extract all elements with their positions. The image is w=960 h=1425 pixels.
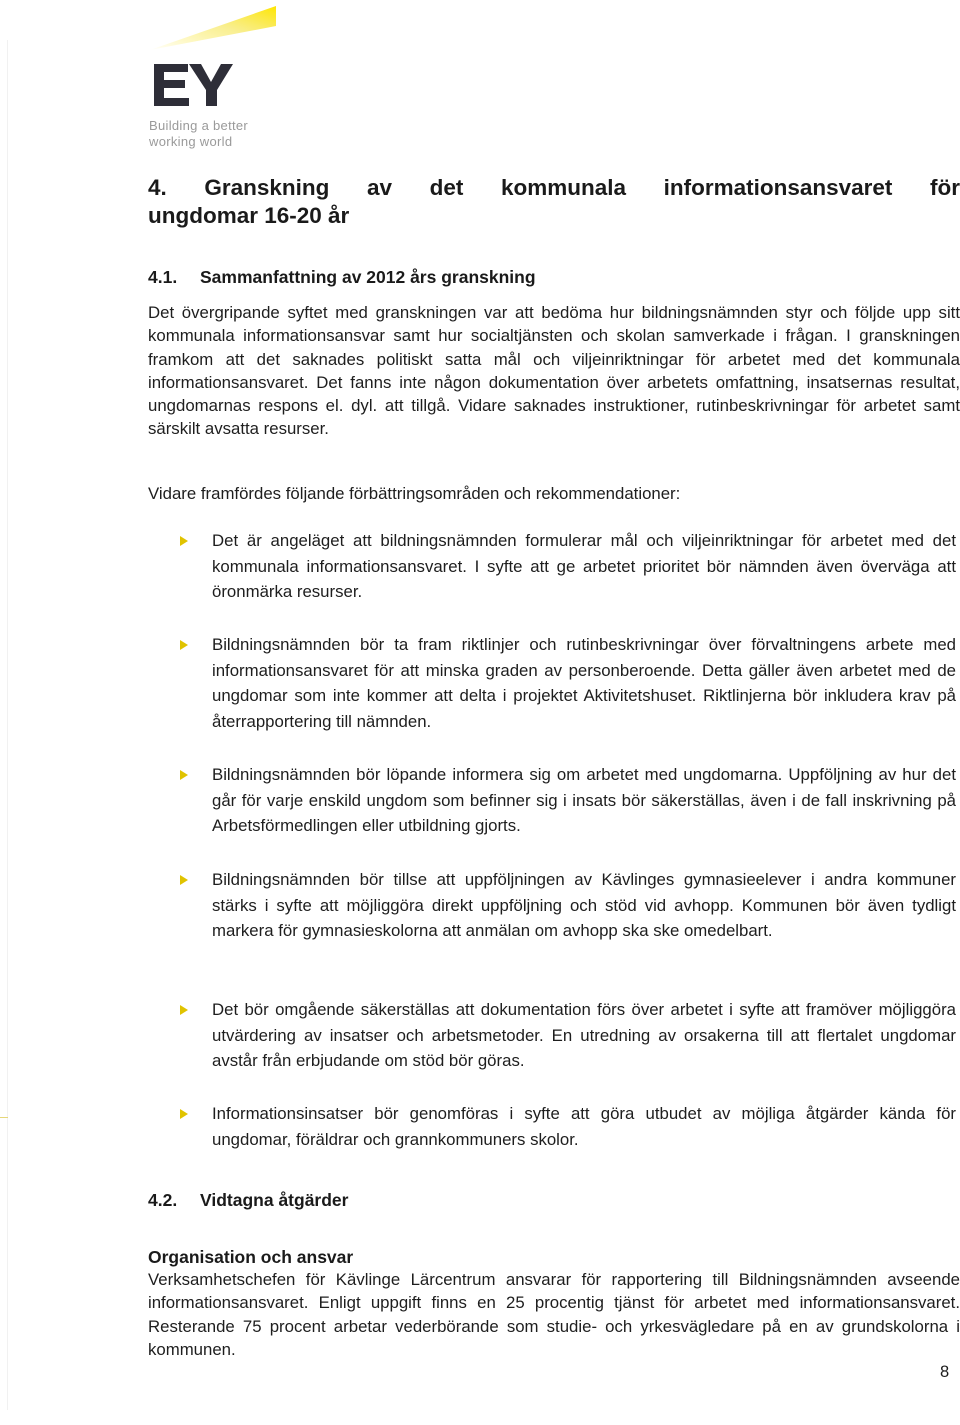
ey-logo: [148, 6, 288, 156]
tagline-line2: working world: [149, 134, 233, 149]
bullet-item: Bildningsnämnden bör tillse att uppföljningen av Kävlinges gymnasieelever i andra kommuner stärks i syfte att möjliggöra direkt uppföljning och stöd vid avhopp. Kommunen bör även tydligt markera för gymnasieskolorna att anmälan om avhopp ska ske omedelbart.: [212, 870, 956, 940]
ey-tagline: [149, 118, 248, 150]
section-heading-4-2: [148, 1189, 348, 1211]
bullet-arrow-icon: [180, 640, 188, 650]
subheading: Organisation och ansvar: [148, 1247, 354, 1267]
bullet-item: Det är angeläget att bildningsnämnden formulerar mål och viljeinriktningar för arbetet med det kommunala informationsansvaret. I syfte att ge arbetet prioritet bör nämnden även överväga att öronmärka resurser.: [212, 531, 956, 601]
section-number: 4.2.: [148, 1190, 178, 1210]
chapter-heading-line1: 4. Granskning av det kommunala informationsansvaret för: [148, 175, 960, 200]
recommendations-intro: Vidare framfördes följande förbättringsområden och rekommendationer:: [148, 484, 681, 503]
bullet-arrow-icon: [180, 536, 188, 546]
bullet-item: Det bör omgående säkerställas att dokumentation förs över arbetet i syfte att framöver möjliggöra utvärdering av insatser och arbetsmetoder. En utredning av orsakerna till att flertalet ungdomar avstår från erbjudande om stöd bör göras.: [212, 1000, 956, 1070]
bullet-item: Bildningsnämnden bör ta fram riktlinjer och rutinbeskrivningar över förvaltningens arbete med informationsansvaret för att minska graden av personberoende. Detta gäller även arbetet med de ungdomar som inte kommer att delta i projektet Aktivitetshuset. Riktlinjerna bör inkludera krav på återrapportering till nämnden.: [212, 635, 956, 731]
chapter-heading-line2: ungdomar 16-20 år: [148, 203, 350, 228]
margin-mark: [0, 1117, 8, 1118]
tagline-line1: Building a better: [149, 118, 249, 133]
page-number: 8: [940, 1363, 950, 1381]
bullet-arrow-icon: [180, 1005, 188, 1015]
bullet-arrow-icon: [180, 1109, 188, 1119]
margin-rule: [7, 40, 8, 1410]
section-title: Vidtagna åtgärder: [200, 1190, 349, 1210]
section-heading-4-1: [148, 266, 536, 288]
bullet-item: Informationsinsatser bör genomföras i syfte att göra utbudet av möjliga åtgärder kända för ungdomar, föräldrar och grannkommuners skolor.: [212, 1104, 956, 1149]
section-title: Sammanfattning av 2012 års granskning: [200, 267, 536, 287]
bullet-item: Bildningsnämnden bör löpande informera sig om arbetet med ungdomarna. Uppföljning av hur det går för varje enskild ungdom som befinner sig i insats bör säkerställas, även i de fall inskrivning på Arbetsförmedlingen eller utbildning gjorts.: [212, 765, 956, 835]
bullet-arrow-icon: [180, 770, 188, 780]
summary-paragraph: Det övergripande syftet med granskningen var att bedöma hur bildningsnämnden styr och följde upp sitt kommunala informationsansvar samt hur socialtjänsten och skolan samverkade i frågan. I granskningen framkom att det saknades politiskt satta mål och viljeinriktningar för arbetet med det kommunala informationsansvaret. Det fanns inte någon dokumentation över arbetets omfattning, insatsernas resultat, ungdomarnas respons el. dyl. att tillgå. Vidare saknades instruktioner, rutinbeskrivningar för arbetet samt särskilt avsatta resurser.: [148, 303, 960, 439]
ey-logo-graphic: [148, 6, 288, 116]
section-number: 4.1.: [148, 267, 178, 287]
bullet-arrow-icon: [180, 875, 188, 885]
organisation-paragraph: Verksamhetschefen för Kävlinge Lärcentrum ansvarar för rapportering till Bildningsnämnden avseende informationsansvaret. Enligt uppgift finns en 25 procentig tjänst för arbetet med informationsansvaret. Resterande 75 procent arbetar vederbörande som studie- och yrkesvägledare på en av grundskolorna i kommunen.: [148, 1270, 960, 1359]
